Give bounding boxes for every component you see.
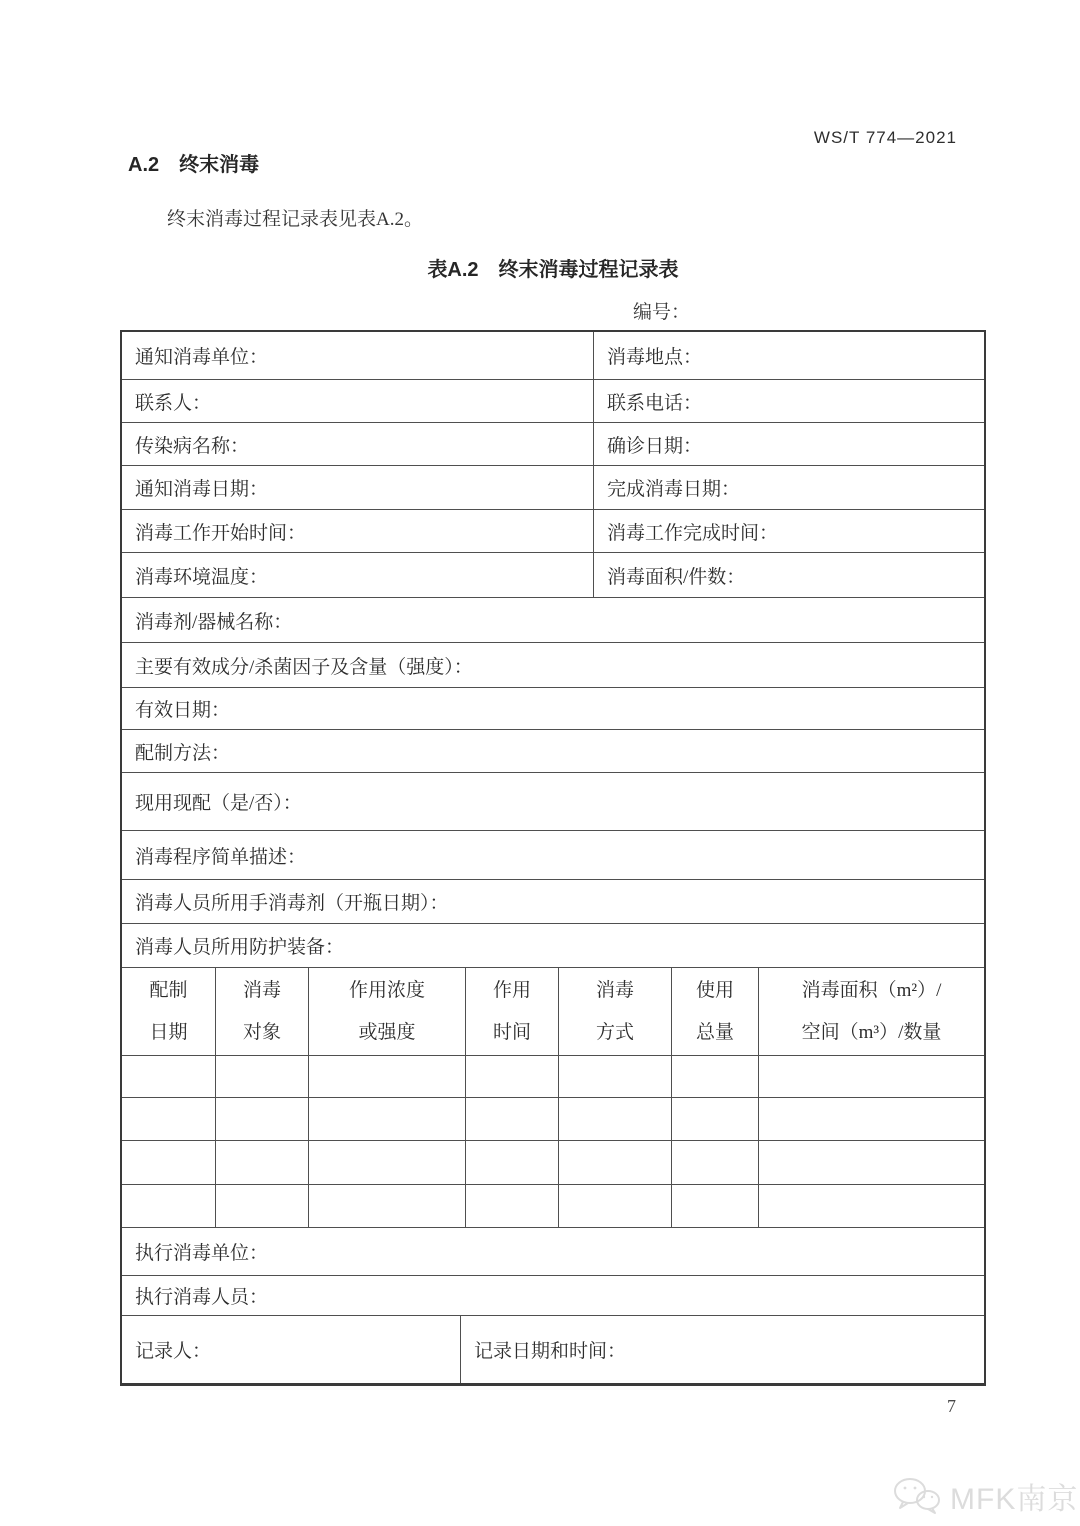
col-header-concentration bbox=[308, 968, 465, 1055]
field-disinfection-place: 消毒地点： bbox=[607, 347, 703, 368]
grid-cell bbox=[671, 1056, 758, 1097]
usage-grid-empty-row bbox=[122, 1055, 984, 1097]
table-title: 表A.2 终末消毒过程记录表 bbox=[427, 259, 679, 281]
field-executing-personnel: 执行消毒人员： bbox=[135, 1287, 269, 1308]
col-header-preparation-date bbox=[122, 968, 215, 1055]
grid-cell bbox=[465, 1185, 558, 1227]
table-row bbox=[122, 332, 984, 379]
grid-cell bbox=[558, 1098, 671, 1140]
table-row bbox=[122, 642, 984, 687]
field-contact-phone: 联系电话： bbox=[607, 392, 703, 414]
col-header-line: 日期 bbox=[149, 1021, 188, 1043]
col-header-line: 对象 bbox=[242, 1021, 281, 1043]
grid-cell bbox=[558, 1141, 671, 1184]
field-executing-unit: 执行消毒单位： bbox=[135, 1243, 269, 1264]
field-active-ingredient: 主要有效成分/杀菌因子及含量（强度）： bbox=[135, 656, 473, 678]
field-preparation-method: 配制方法： bbox=[135, 742, 231, 764]
grid-cell bbox=[215, 1141, 308, 1184]
grid-cell bbox=[671, 1098, 758, 1140]
field-procedure-description: 消毒程序简单描述： bbox=[135, 846, 307, 868]
col-header-line: 或强度 bbox=[358, 1021, 416, 1043]
col-header-method bbox=[558, 968, 671, 1055]
field-expiry-date: 有效日期： bbox=[135, 700, 231, 721]
field-disease-name: 传染病名称： bbox=[122, 423, 594, 465]
grid-cell bbox=[122, 1056, 215, 1097]
grid-cell bbox=[558, 1056, 671, 1097]
col-header-line: 空间（m³）/数量 bbox=[801, 1021, 942, 1043]
grid-cell bbox=[671, 1141, 758, 1184]
field-freshly-prepared: 现用现配（是/否）： bbox=[135, 793, 302, 814]
col-header-line: 消毒 bbox=[242, 979, 281, 1001]
table-row bbox=[122, 687, 984, 729]
grid-cell bbox=[215, 1056, 308, 1097]
grid-cell bbox=[465, 1098, 558, 1140]
field-disinfectant-name: 消毒剂/器械名称： bbox=[135, 611, 293, 633]
col-header-disinfection-target bbox=[215, 968, 308, 1055]
field-area-count: 消毒面积/件数： bbox=[607, 566, 746, 588]
table-row bbox=[122, 729, 984, 772]
grid-cell bbox=[671, 1185, 758, 1227]
col-header-line: 作用 bbox=[492, 979, 531, 1001]
grid-cell bbox=[308, 1141, 465, 1184]
watermark bbox=[891, 1474, 1078, 1518]
grid-cell bbox=[758, 1056, 984, 1097]
standard-code: WS/T 774—2021 bbox=[813, 128, 957, 147]
usage-grid-empty-row bbox=[122, 1097, 984, 1140]
usage-grid-empty-row bbox=[122, 1184, 984, 1227]
table-row bbox=[122, 772, 984, 830]
col-header-line: 消毒 bbox=[595, 979, 634, 1001]
col-header-line: 配制 bbox=[149, 979, 188, 1001]
field-finish-time: 消毒工作完成时间： bbox=[607, 522, 779, 544]
table-row bbox=[122, 509, 984, 552]
field-protective-equipment: 消毒人员所用防护装备： bbox=[135, 937, 345, 958]
col-header-area-space-quantity bbox=[758, 968, 984, 1055]
grid-cell bbox=[122, 1098, 215, 1140]
grid-cell bbox=[122, 1141, 215, 1184]
field-recorder: 记录人： bbox=[122, 1316, 461, 1383]
table-row bbox=[122, 923, 984, 967]
grid-cell bbox=[215, 1098, 308, 1140]
col-header-total-used bbox=[671, 968, 758, 1055]
field-notifying-unit: 通知消毒单位： bbox=[122, 332, 594, 379]
grid-cell bbox=[308, 1098, 465, 1140]
col-header-line: 总量 bbox=[695, 1021, 734, 1043]
grid-cell bbox=[758, 1185, 984, 1227]
table-row bbox=[122, 552, 984, 597]
grid-cell bbox=[465, 1056, 558, 1097]
grid-cell bbox=[758, 1098, 984, 1140]
field-notify-date: 通知消毒日期： bbox=[122, 466, 594, 509]
intro-paragraph: 终末消毒过程记录表见表A.2。 bbox=[167, 209, 423, 230]
form-number-label: 编号： bbox=[633, 302, 691, 323]
grid-cell bbox=[465, 1141, 558, 1184]
grid-cell bbox=[558, 1185, 671, 1227]
section-heading: A.2 终末消毒 bbox=[128, 154, 260, 176]
table-row bbox=[122, 379, 984, 422]
grid-cell bbox=[122, 1185, 215, 1227]
disinfection-record-table bbox=[120, 330, 986, 1386]
field-record-datetime: 记录日期和时间： bbox=[474, 1341, 627, 1362]
col-header-line: 方式 bbox=[595, 1021, 634, 1043]
table-row bbox=[122, 1315, 984, 1383]
usage-grid-empty-row bbox=[122, 1140, 984, 1184]
table-row bbox=[122, 422, 984, 465]
table-row bbox=[122, 465, 984, 509]
col-header-line: 消毒面积（m²）/ bbox=[801, 979, 942, 1001]
table-row bbox=[122, 830, 984, 879]
table-row bbox=[122, 1227, 984, 1275]
field-complete-date: 完成消毒日期： bbox=[607, 479, 741, 500]
col-header-line: 使用 bbox=[695, 979, 734, 1001]
col-header-line: 时间 bbox=[492, 1021, 531, 1043]
col-header-action-time bbox=[465, 968, 558, 1055]
table-row bbox=[122, 879, 984, 923]
wechat-icon bbox=[891, 1476, 943, 1516]
field-diagnosis-date: 确诊日期： bbox=[607, 435, 703, 457]
table-row bbox=[122, 597, 984, 642]
table-row bbox=[122, 1275, 984, 1315]
field-env-temperature: 消毒环境温度： bbox=[122, 553, 594, 597]
field-hand-disinfectant: 消毒人员所用手消毒剂（开瓶日期）： bbox=[135, 893, 449, 914]
grid-cell bbox=[308, 1185, 465, 1227]
field-contact-person: 联系人： bbox=[122, 380, 594, 422]
page-number: 7 bbox=[947, 1396, 956, 1416]
col-header-line: 作用浓度 bbox=[348, 979, 425, 1001]
watermark-text: MFK南京 bbox=[950, 1483, 1079, 1516]
grid-cell bbox=[758, 1141, 984, 1184]
grid-cell bbox=[215, 1185, 308, 1227]
usage-grid-header-row bbox=[122, 967, 984, 1055]
field-start-time: 消毒工作开始时间： bbox=[122, 510, 594, 552]
grid-cell bbox=[308, 1056, 465, 1097]
